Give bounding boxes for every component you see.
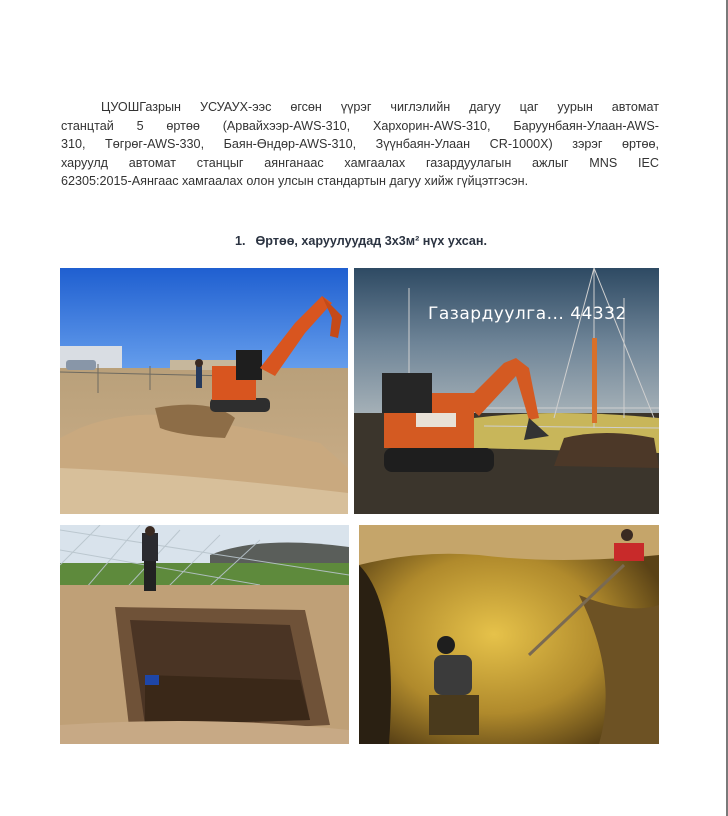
paragraph-line: станцтай 5 өртөө (Арвайхээр-AWS-310, Хархорин-AWS-310, Баруунбаян-Улаан-AWS- xyxy=(61,118,659,133)
paragraph-line: харуулд автомат станцыг аянганаас хамгаалах газардуулагын ажлыг MNS IEC xyxy=(61,155,659,170)
paragraph-line: 310, Төгрөг-AWS-330, Баян-Өндөр-AWS-310, Зүүнбаян-Улаан CR-1000X) зэрэг өртөө, xyxy=(61,137,659,152)
photo-excavator-blue-sky-image xyxy=(60,268,348,514)
section-heading-text: Өртөө, харуулуудад 3x3м² нүх ухсан. xyxy=(255,234,488,248)
paragraph-line: ЦУОШГазрын УСУАУХ-ээс өгсөн үүрэг чиглэлийн дагуу цаг уурын автомат xyxy=(101,100,659,114)
photo-overlay-caption: Газардуулга... 44332 xyxy=(428,304,627,324)
photo-worker-in-pit-image xyxy=(359,525,659,744)
photo-excavator-dusk xyxy=(354,268,659,514)
body-paragraph xyxy=(61,98,659,191)
section-number: 1. xyxy=(235,234,246,248)
photo-square-pit-image xyxy=(60,525,349,744)
photo-square-pit xyxy=(60,525,349,744)
section-heading xyxy=(235,234,487,248)
paragraph-line: 62305:2015-Аянгаас хамгаалах олон улсын стандартын дагуу хийж гүйцэтгэсэн. xyxy=(61,174,529,189)
photo-worker-in-pit xyxy=(359,525,659,744)
photo-excavator-blue-sky xyxy=(60,268,348,514)
